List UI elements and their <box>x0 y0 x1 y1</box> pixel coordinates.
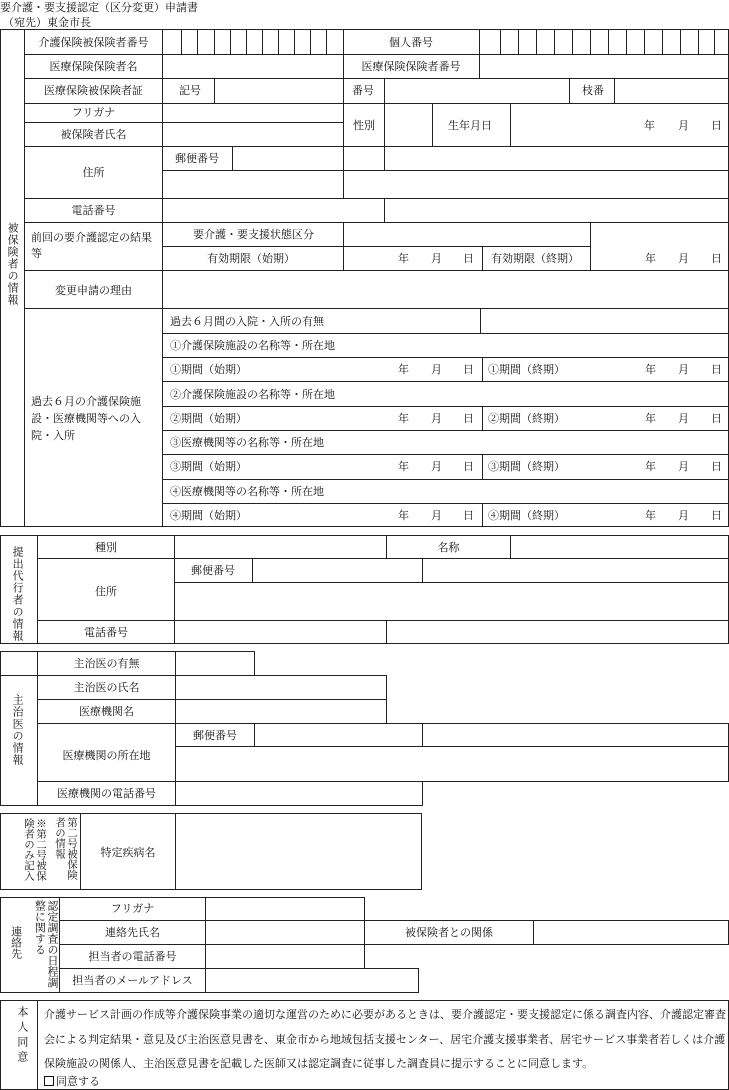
label-medical-card: 医療保険被保険者証 <box>44 84 143 97</box>
p2e-day: 日 <box>711 412 722 425</box>
label-doctor-name: 主治医の氏名 <box>73 681 140 694</box>
medical-insurer-number-field[interactable] <box>480 55 728 78</box>
label-doctor-postal: 郵便番号 <box>193 729 237 742</box>
consent-text: 介護サービス計画の作成等介護保険事業の適切な運営のために必要があるときは、要介護認定・要支援認定に係る調査内容、介護認定審査会による判定結果・意見及び主治医意見書を、東金市から地域包括支援センター、居宅介護支援事業者、居宅サービス事業者若しくは介護保険施設の関係人、主治医意見書を記載した医師又は認定調査に従事した調査員に提示することに同意します。 <box>44 1008 726 1070</box>
insured-name-field[interactable] <box>163 123 343 146</box>
doctor-name-field[interactable] <box>176 676 386 699</box>
furigana-field[interactable] <box>163 104 343 122</box>
contact-email-field[interactable] <box>206 969 418 992</box>
label-agent-name: 名称 <box>437 541 460 554</box>
label-medical-insurer: 医療保険保険者名 <box>49 60 138 73</box>
doctor-section-label: 主治医の情報 <box>11 694 25 766</box>
label-institution-phone: 医療機関の電話番号 <box>57 787 156 800</box>
relation-field[interactable] <box>534 921 728 944</box>
insured-section-label: 被保険者の情報 <box>6 222 20 306</box>
label-institution-address: 医療機関の所在地 <box>62 749 151 762</box>
label-sex: 性別 <box>353 119 375 132</box>
label-branch: 枝番 <box>582 84 604 97</box>
label-insurance-number: 介護保険被保険者番号 <box>38 36 149 49</box>
contact-schedule-label: 認定調査の日程調整に関する <box>33 900 59 988</box>
institution-phone-field[interactable] <box>176 782 422 805</box>
label-previous-result: 前回の要介護認定の結果等 <box>31 231 152 260</box>
label-contact-furigana: フリガナ <box>110 902 155 915</box>
label-contact-name: 連絡先氏名 <box>105 926 160 939</box>
agent-name-field[interactable] <box>511 536 728 558</box>
agent-postal-field[interactable] <box>253 559 422 582</box>
agent-section-label: 提出代行者の情報 <box>11 546 25 642</box>
sex-field[interactable] <box>385 104 432 146</box>
p3s-year: 年 <box>398 460 409 473</box>
p1e-month: 月 <box>678 363 689 376</box>
birth-month-unit: 月 <box>678 119 689 132</box>
label-birthdate: 生年月日 <box>448 119 492 132</box>
label-agent-type: 種別 <box>95 541 117 554</box>
label-agent-postal: 郵便番号 <box>191 564 235 577</box>
postal-code-field[interactable] <box>233 147 384 170</box>
insurance-number-field[interactable] <box>163 30 343 54</box>
branch-field[interactable] <box>615 79 728 103</box>
medical-insurer-field[interactable] <box>163 55 343 78</box>
p4e-year: 年 <box>645 509 656 522</box>
p1s-month: 月 <box>431 363 442 376</box>
label-specific-disease: 特定疾病名 <box>100 846 156 859</box>
p1e-year: 年 <box>645 363 656 376</box>
doctor-exists-field[interactable] <box>176 652 254 675</box>
label-facility-1: ①介護保険施設の名称等・所在地 <box>170 339 335 352</box>
label-facility-3: ③医療機関等の名称等・所在地 <box>170 436 324 449</box>
institution-field[interactable] <box>176 700 386 723</box>
label-care-level: 要介護・要支援状態区分 <box>193 228 314 241</box>
past-admission-field[interactable] <box>481 309 728 333</box>
p1s-day: 日 <box>463 363 474 376</box>
p4s-day: 日 <box>463 509 474 522</box>
label-facility-4: ④医療機関等の名称等・所在地 <box>170 485 324 498</box>
p4s-month: 月 <box>431 509 442 522</box>
change-reason-field[interactable] <box>163 271 728 308</box>
label-change-reason: 変更申請の理由 <box>55 284 132 297</box>
birth-year-unit: 年 <box>644 119 655 132</box>
label-valid-end: 有効期限（終期） <box>491 252 579 265</box>
label-valid-start: 有効期限（始期） <box>207 252 295 265</box>
consent-agree-label: 同意する <box>56 1075 100 1088</box>
label-facility-2: ②介護保険施設の名称等・所在地 <box>170 388 335 401</box>
p3e-year: 年 <box>645 460 656 473</box>
second-insured-note: ※第二号被保険者のみ記入 <box>22 818 47 881</box>
label-period-1-end: ①期間（終期） <box>488 363 565 376</box>
p1s-year: 年 <box>398 363 409 376</box>
label-furigana: フリガナ <box>71 106 116 119</box>
label-period-4-start: ④期間（始期） <box>170 509 247 522</box>
form-title: 要介護・要支援認定（区分変更）申請書 <box>0 1 198 14</box>
contact-furigana-field[interactable] <box>206 898 364 920</box>
second-insured-label: 第二号被保険者の情報 <box>53 817 78 880</box>
p2s-month: 月 <box>431 412 442 425</box>
agent-type-field[interactable] <box>175 536 386 558</box>
birthdate-field[interactable] <box>511 104 728 146</box>
phone-field[interactable] <box>163 199 384 222</box>
label-period-4-end: ④期間（終期） <box>488 509 565 522</box>
label-number: 番号 <box>352 84 374 97</box>
label-contact-phone: 担当者の電話番号 <box>88 950 177 963</box>
p2s-day: 日 <box>463 412 474 425</box>
p1e-day: 日 <box>711 363 722 376</box>
prev-end-day-unit: 日 <box>711 252 722 265</box>
agent-phone-field[interactable] <box>175 621 386 643</box>
label-postal-code: 郵便番号 <box>175 152 219 165</box>
label-agent-address: 住所 <box>95 585 117 598</box>
agent-address-field[interactable] <box>175 583 728 620</box>
label-my-number: 個人番号 <box>389 36 433 49</box>
label-period-3-end: ③期間（終期） <box>488 460 565 473</box>
p3e-month: 月 <box>678 460 689 473</box>
label-address: 住所 <box>82 166 105 179</box>
label-doctor-exists: 主治医の有無 <box>73 657 140 670</box>
p2e-year: 年 <box>645 412 656 425</box>
prev-end-month-unit: 月 <box>678 252 689 265</box>
contact-phone-field[interactable] <box>206 945 364 968</box>
p3s-month: 月 <box>431 460 442 473</box>
label-past-admission-question: 過去６月間の入院・入所の有無 <box>170 315 324 328</box>
prev-end-year-unit: 年 <box>645 252 656 265</box>
label-period-3-start: ③期間（始期） <box>170 460 247 473</box>
specific-disease-field[interactable] <box>176 814 421 889</box>
checkbox-icon[interactable] <box>44 1076 54 1086</box>
label-period-2-start: ②期間（始期） <box>170 412 247 425</box>
address-field[interactable] <box>163 171 728 198</box>
label-insured-name: 被保険者氏名 <box>60 128 127 141</box>
prev-start-month-unit: 月 <box>431 252 442 265</box>
addressee: （宛先）東金市長 <box>3 16 91 29</box>
label-phone: 電話番号 <box>71 204 116 217</box>
p4e-day: 日 <box>711 509 722 522</box>
p4e-month: 月 <box>678 509 689 522</box>
prev-start-year-unit: 年 <box>398 252 409 265</box>
consent-section-label: 本人同意 <box>15 1006 29 1066</box>
care-level-field[interactable] <box>344 223 590 246</box>
consent-checkbox[interactable] <box>44 1076 100 1087</box>
label-agent-phone: 電話番号 <box>84 626 128 639</box>
number-field[interactable] <box>385 79 569 103</box>
doctor-postal-field[interactable] <box>255 724 422 746</box>
p2s-year: 年 <box>398 412 409 425</box>
label-relation: 被保険者との関係 <box>405 926 493 939</box>
my-number-field[interactable] <box>480 30 728 54</box>
symbol-field[interactable] <box>215 79 384 103</box>
p2e-month: 月 <box>678 412 689 425</box>
institution-address-field[interactable] <box>176 747 728 781</box>
label-institution: 医療機関名 <box>79 705 134 718</box>
label-symbol: 記号 <box>179 84 201 97</box>
label-medical-insurer-number: 医療保険保険者番号 <box>361 60 461 73</box>
label-contact-email: 担当者のメールアドレス <box>72 974 193 987</box>
contact-section-label: 連絡先 <box>9 926 23 959</box>
contact-name-field[interactable] <box>206 921 364 944</box>
birth-day-unit: 日 <box>711 119 722 132</box>
label-past-six-months: 過去６月の介護保険施設・医療機関等への入院・入所 <box>31 395 141 442</box>
label-period-1-start: ①期間（始期） <box>170 363 247 376</box>
p3e-day: 日 <box>711 460 722 473</box>
p4s-year: 年 <box>398 509 409 522</box>
prev-start-day-unit: 日 <box>463 252 474 265</box>
p3s-day: 日 <box>463 460 474 473</box>
label-period-2-end: ②期間（終期） <box>488 412 565 425</box>
